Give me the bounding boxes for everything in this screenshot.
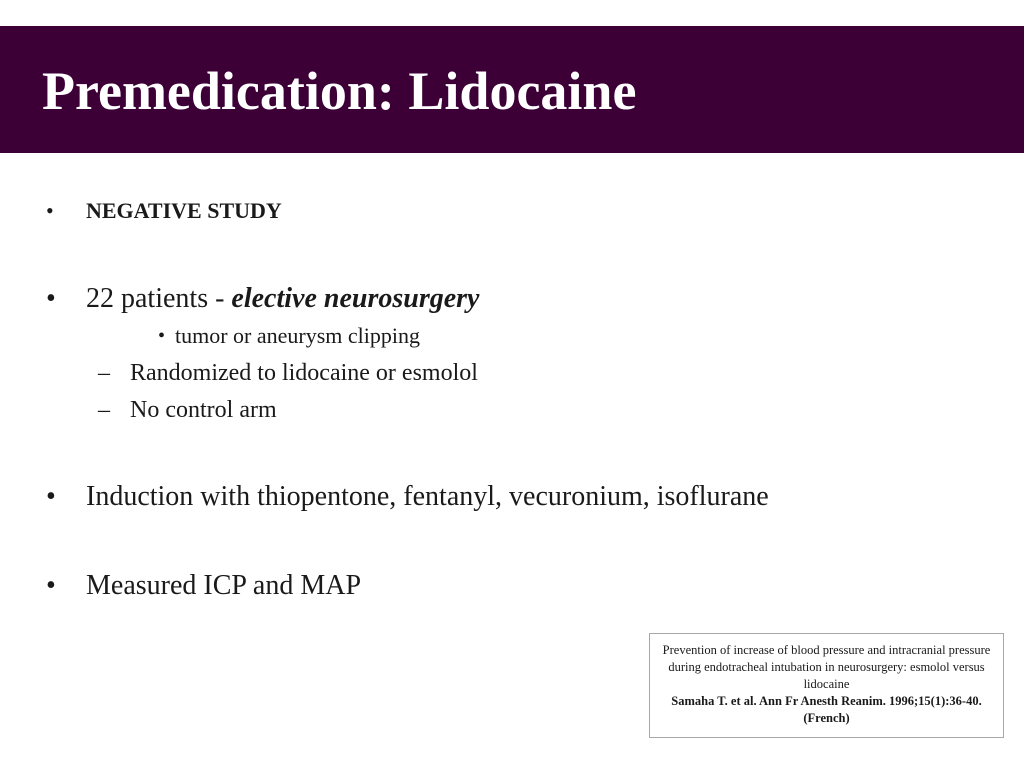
induction-text: Induction with thiopentone, fentanyl, vecuronium, isoflurane	[86, 481, 769, 512]
reference-title: Prevention of increase of blood pressure and intracranial pressure during endotracheal intubation in neurosurgery: esmolol versus lidocaine	[662, 643, 991, 691]
bullet-marker: •	[46, 198, 54, 223]
bullet-marker: •	[46, 481, 56, 512]
bullet-marker: •	[46, 283, 56, 314]
slide-title: Premedication: Lidocaine	[42, 61, 637, 121]
patients-emphasis: elective neurosurgery	[231, 283, 480, 314]
reference-citation: Samaha T. et al. Ann Fr Anesth Reanim. 1996;15(1):36-40. (French)	[671, 694, 982, 725]
no-control-text: No control arm	[130, 397, 277, 423]
reference-box	[649, 633, 1004, 738]
subpoint-text: tumor or aneurysm clipping	[175, 323, 421, 348]
bullet-marker: •	[46, 570, 56, 601]
dash-marker: –	[98, 397, 110, 423]
patients-line	[86, 282, 479, 316]
measured-text: Measured ICP and MAP	[86, 570, 362, 601]
patients-text: 22 patients -	[86, 283, 232, 314]
randomized-text: Randomized to lidocaine or esmolol	[130, 360, 478, 386]
dash-marker: –	[98, 360, 110, 386]
sub-bullet-marker: •	[158, 325, 166, 347]
negative-study-text: NEGATIVE STUDY	[86, 198, 282, 223]
